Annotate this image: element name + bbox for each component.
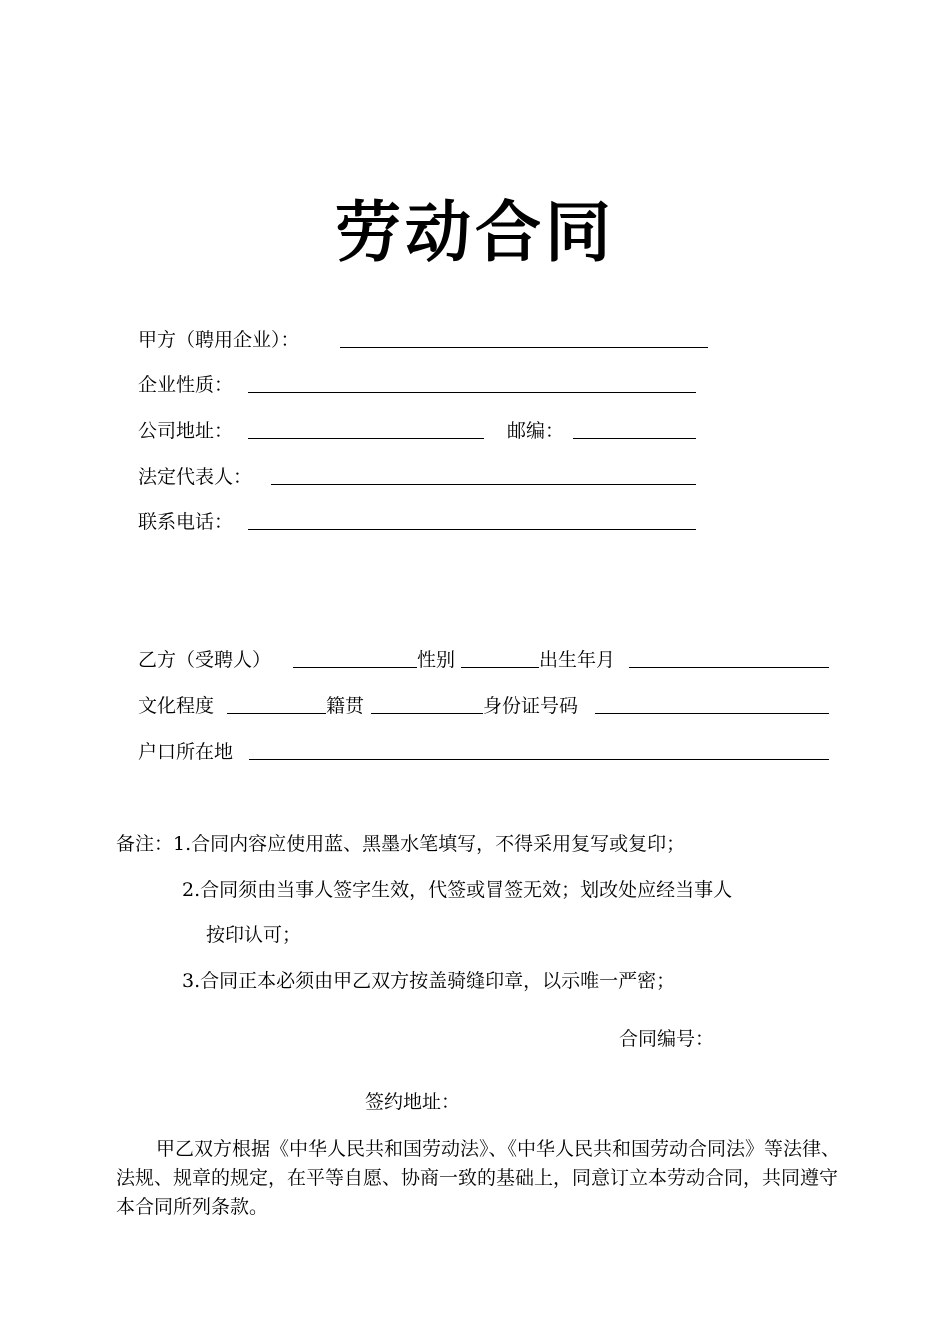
id-number-field[interactable] <box>595 713 829 714</box>
company-address-row <box>138 416 718 446</box>
party-b-employee-label: 乙方（受聘人） <box>138 649 272 671</box>
legal-rep-row <box>138 462 718 492</box>
id-number-label: 身份证号码 <box>483 695 579 717</box>
note-item-2: 2.合同须由当事人签字生效，代签或冒签无效；划改处应经当事人 <box>182 879 733 901</box>
education-label: 文化程度 <box>138 695 215 717</box>
page-title: 劳动合同 <box>335 194 615 271</box>
contract-number-label: 合同编号： <box>619 1028 715 1050</box>
phone-label: 联系电话： <box>138 511 234 533</box>
party-b-row-1 <box>138 645 838 675</box>
birth-date-field[interactable] <box>629 667 829 668</box>
education-field[interactable] <box>227 713 326 714</box>
party-b-row-3 <box>138 737 838 767</box>
note-text-1: 1.合同内容应使用蓝、黑墨水笔填写，不得采用复写或复印； <box>173 833 686 855</box>
phone-row <box>138 507 718 537</box>
note-item-2-continued: 按印认可； <box>206 924 302 946</box>
notes-label: 备注： <box>116 833 174 855</box>
household-reg-label: 户口所在地 <box>138 741 234 763</box>
native-place-label: 籍贯 <box>326 695 365 717</box>
preamble-text: 甲乙双方根据《中华人民共和国劳动法》、《中华人民共和国劳动合同法》等法律、法规、规章的规定，在平等自愿、协商一致的基础上，同意订立本劳动合同，共同遵守本合同所列条款。 <box>116 1138 841 1218</box>
company-nature-field[interactable] <box>248 392 696 393</box>
signing-location-label: 签约地址： <box>365 1091 461 1113</box>
party-b-employee-field[interactable] <box>293 667 417 668</box>
postcode-field[interactable] <box>573 438 696 439</box>
party-b-row-2 <box>138 691 838 721</box>
household-reg-field[interactable] <box>249 759 829 760</box>
company-nature-row <box>138 370 718 400</box>
preamble-paragraph <box>116 1135 856 1222</box>
legal-rep-label: 法定代表人： <box>138 466 253 488</box>
native-place-field[interactable] <box>371 713 483 714</box>
note-item-3: 3.合同正本必须由甲乙双方按盖骑缝印章，以示唯一严密； <box>182 970 676 992</box>
company-nature-label: 企业性质： <box>138 374 234 396</box>
company-address-label: 公司地址： <box>138 420 234 442</box>
birth-date-label: 出生年月 <box>539 649 616 671</box>
gender-field[interactable] <box>461 667 539 668</box>
gender-label: 性别 <box>417 649 456 671</box>
party-a-employer-field[interactable] <box>340 347 708 348</box>
party-a-employer-row <box>138 325 718 355</box>
postcode-label: 邮编： <box>507 420 565 442</box>
party-a-employer-label: 甲方（聘用企业）： <box>138 329 300 351</box>
note-item-1 <box>116 829 685 859</box>
phone-field[interactable] <box>248 529 696 530</box>
company-address-field[interactable] <box>248 438 484 439</box>
legal-rep-field[interactable] <box>271 484 696 485</box>
